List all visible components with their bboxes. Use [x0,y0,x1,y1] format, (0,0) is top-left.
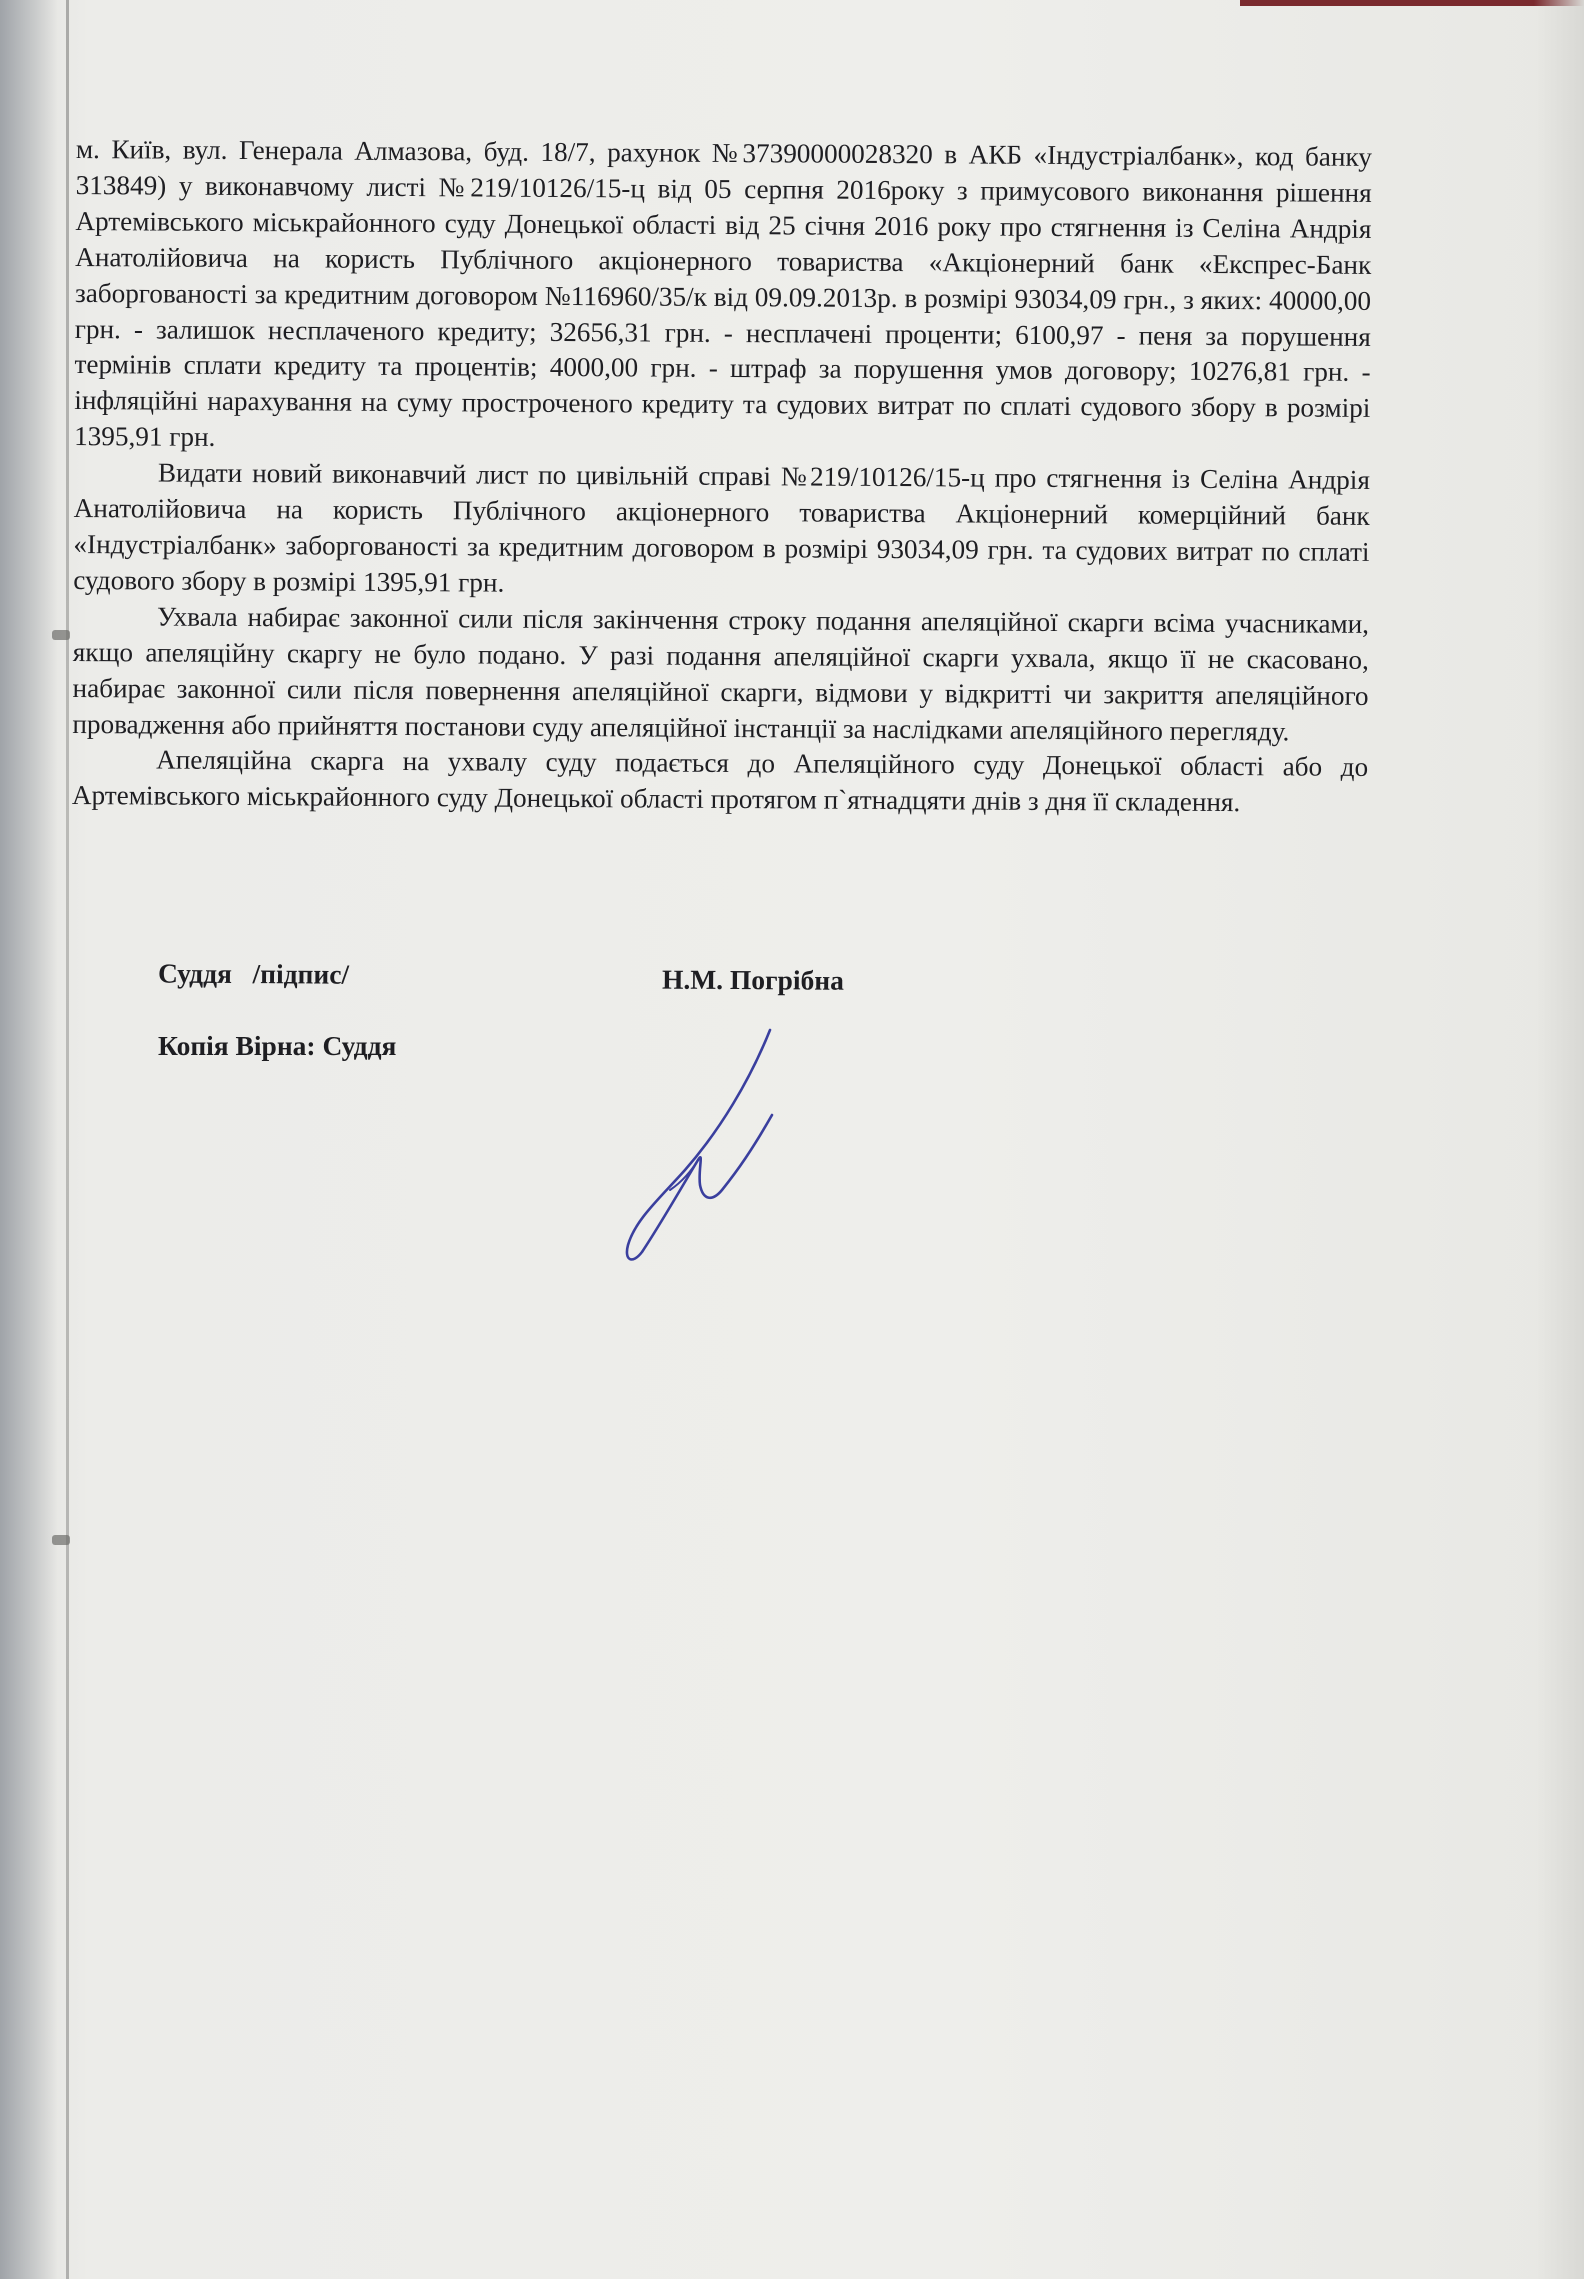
document-body [72,132,1372,822]
copy-certified-label: Копія Вірна: Суддя [158,1030,397,1061]
binding-fold [66,0,69,2279]
folder-edge [1240,0,1584,6]
judge-name: Н.М. Погрібна [661,963,844,996]
page-right-edge [1534,0,1584,2279]
binder-hole-mark [52,630,70,640]
page-edge-shadow [0,0,58,2279]
binder-hole-mark [52,1535,70,1545]
paragraph-new-writ: Видати новий виконавчий лист по цивільній справі №219/10126/15-ц про стягнення із Селіна Андрія Анатолійовича на користь Публічного акціонерного товариства Акціонерний комерційний банк «Індустріалбанк» заборгованості за кредитним договором в розмірі 93034,09 грн. та судових витрат по сплаті судового збору в розмірі 1395,91 грн. [73,457,1370,598]
paragraph-effect: Ухвала набирає законної сили після закінчення строку подання апеляційної скарги всіма учасниками, якщо апеляційну скаргу не було подано. У разі подання апеляційної скарги ухвала, якщо її не скасовано, набирає законної сили після повернення апеляційної скарги, відмови у відкритті чи закриття апеляційного провадження або прийняття постанови суду апеляційної інстанції за наслідками апеляційного перегляду. [72,601,1370,746]
judge-label: Суддя /підпис/ [157,957,350,990]
signature-block [158,958,958,1003]
paragraph-appeal: Апеляційна скарга на ухвалу суду подається до Апеляційного суду Донецької області або до Артемівського міськрайонного суду Донецької області протягом п`ятнадцяти днів з дня її складення. [71,744,1369,818]
handwritten-signature-icon [600,1020,820,1270]
paragraph-continuation: м. Київ, вул. Генерала Алмазова, буд. 18/7, рахунок №37390000028320 в АКБ «Індустріалбанк», код банку 313849) у виконавчому листі №219/10126/15-ц від 05 серпня 2016року з примусового виконання рішення Артемівського міськрайонного суду Донецької області від 25 січня 2016 року про стягнення із Селіна Андрія Анатолійовича на користь Публічного акціонерного товариства «Акціонерний банк «Експрес-Банк заборгованості за кредитним договором №116960/35/к від 09.09.2013р. в розмірі 93034,09 грн., з яких: 40000,00 грн. - залишок несплаченого кредиту; 32656,31 грн. - несплачені проценти; 6100,97 - пеня за порушення термінів сплати кредиту та процентів; 4000,00 грн. - штраф за порушення умов договору; 10276,81 грн. - інфляційні нарахування на суму простроченого кредиту та судових витрат по сплаті судового збору в розмірі 1395,91 грн. [74,133,1372,453]
